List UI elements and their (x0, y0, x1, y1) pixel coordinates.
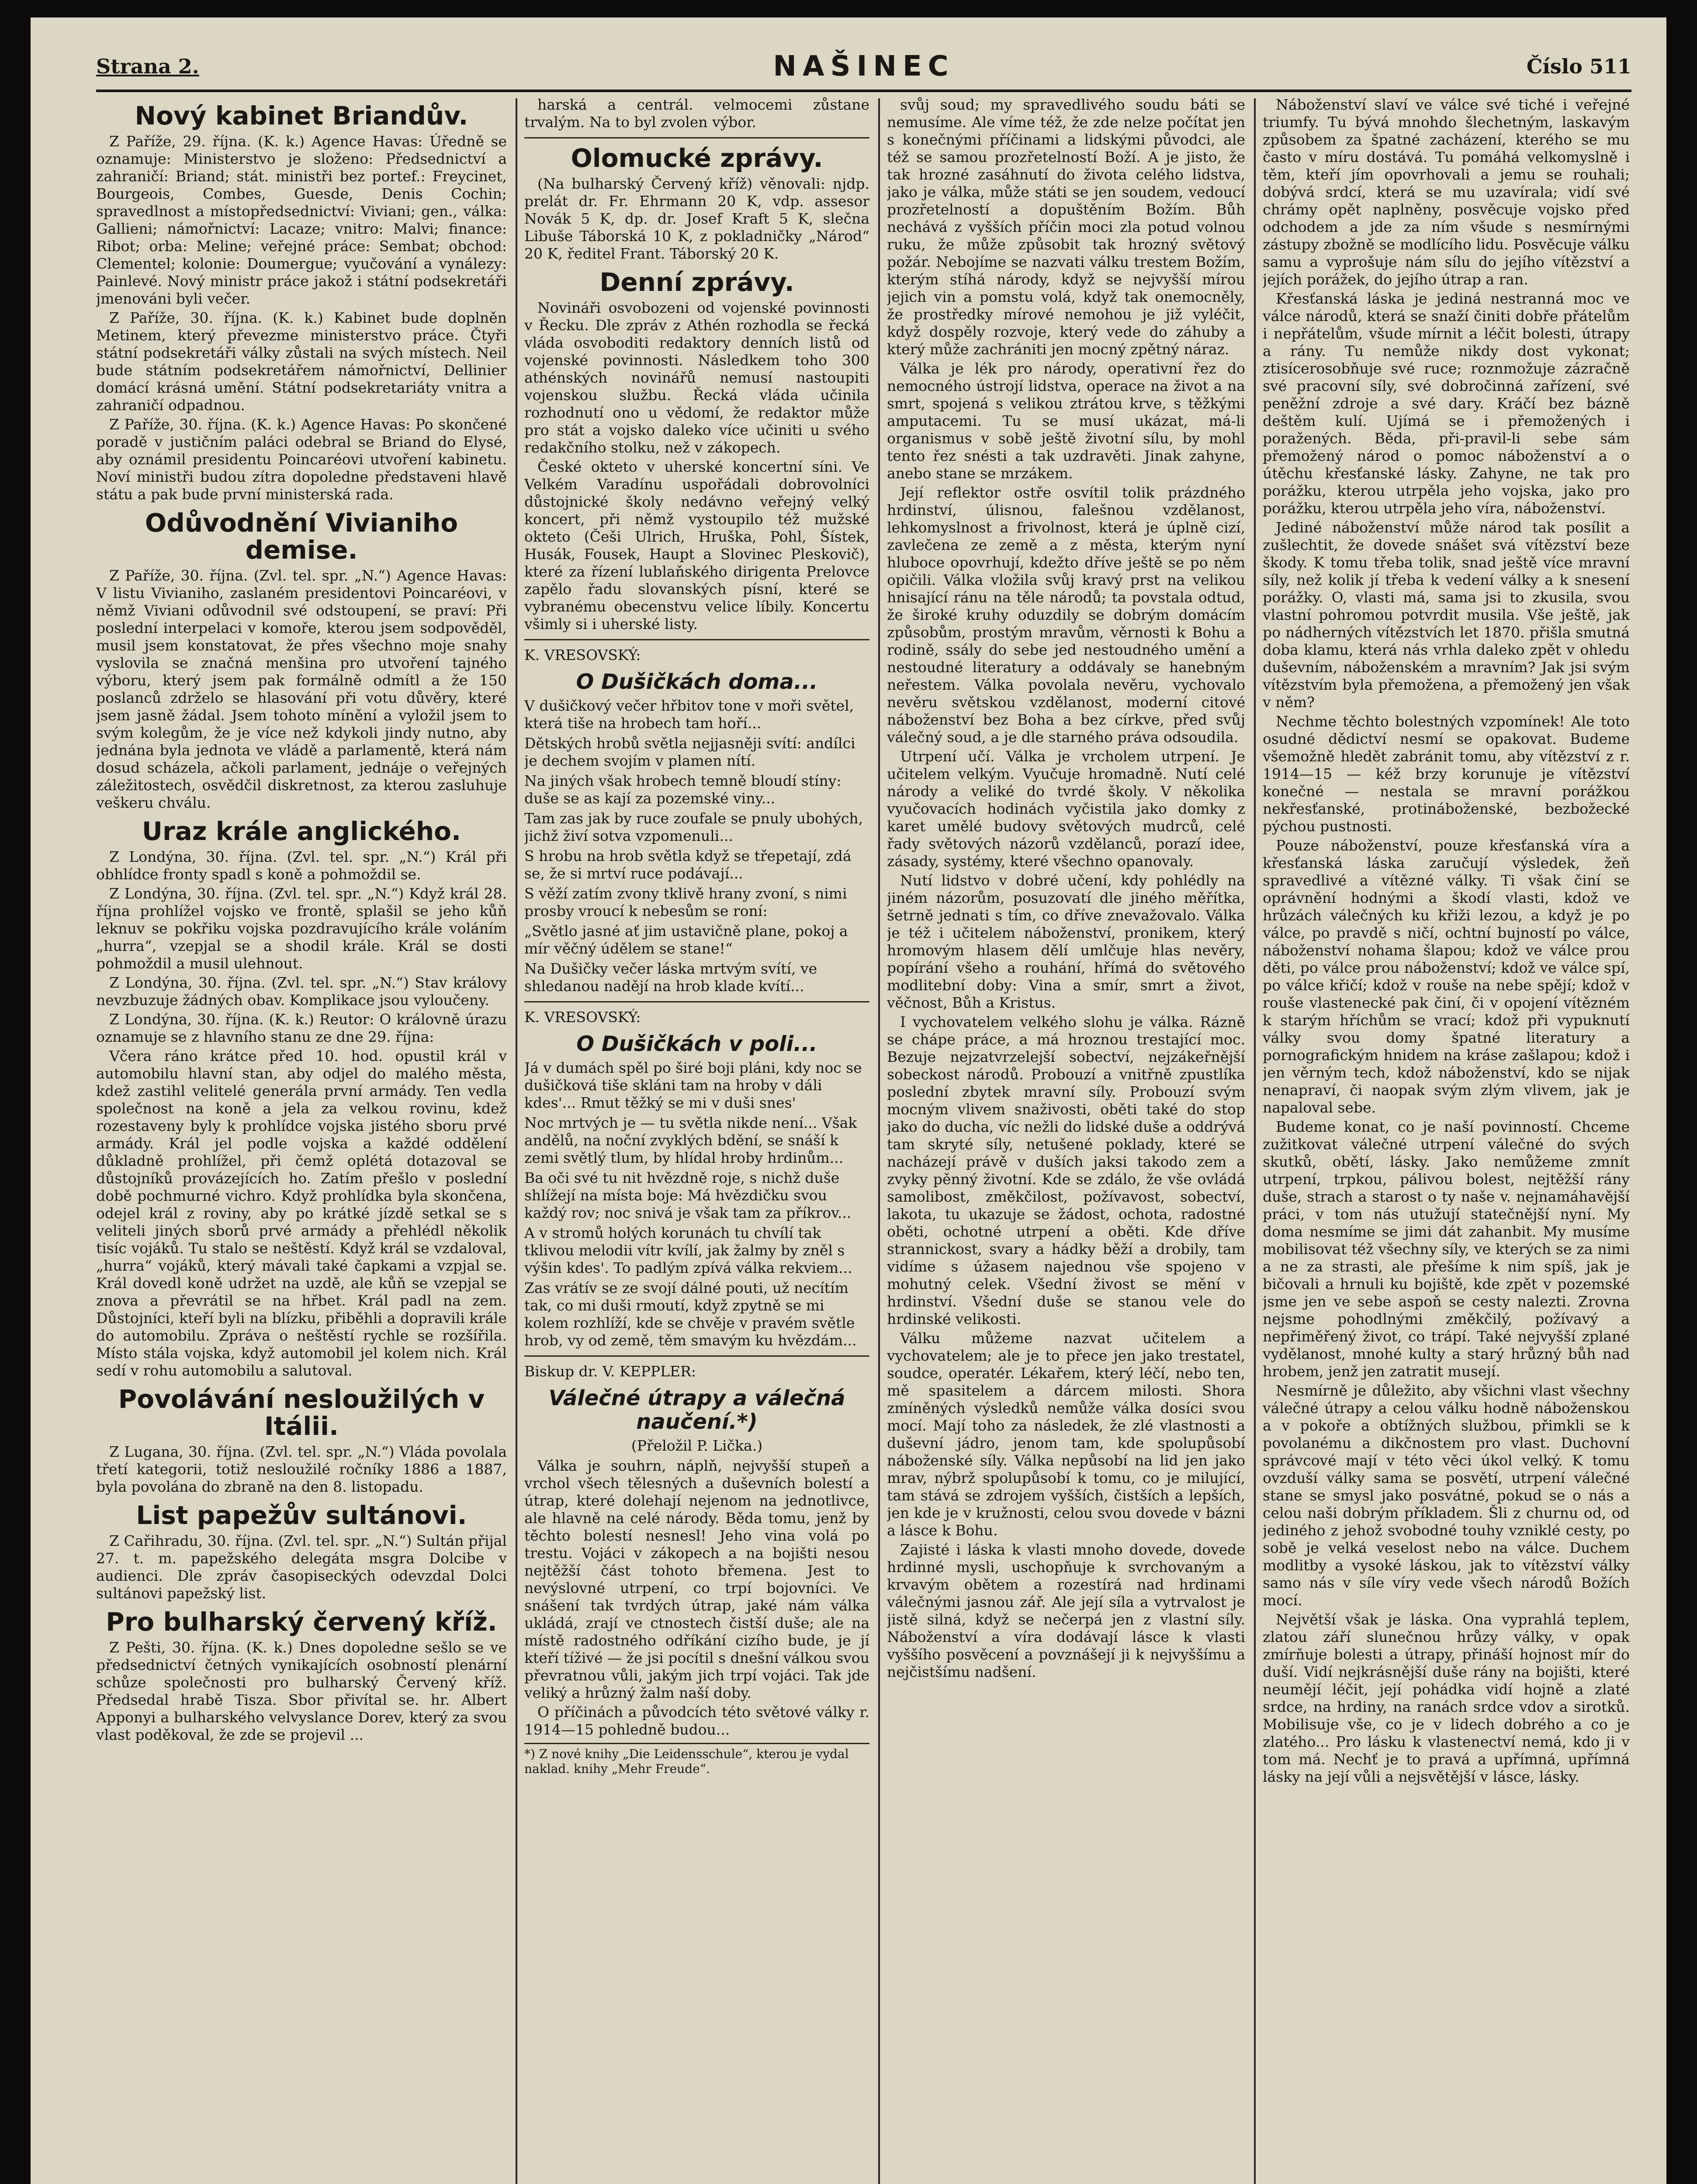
footnote: *) Z nové knihy „Die Leidensschule“, kterou je vydal naklad. knihy „Mehr Freude“. (524, 1743, 869, 1776)
headline-red-cross: Pro bulharský červený kříž. (106, 1607, 497, 1637)
essay-p6: Utrpení učí. Válka je vrcholem utrpení. Je učitelem velkým. Vyučuje hromadně. Nutí celé národy a veliké do tvrdé školy. V několika vyučovacích hodinách vyčistila jako domky z karet umělé budovy světových mudrců, celé řady světových názorů vzdělanců, porazí idee, zásady, systémy, které všechno opanovaly. (887, 748, 1245, 870)
essay-p9: Válku můžeme nazvat učitelem a vychovatelem; ale je to přece jen jako trestatel, soudce, operatér. Lékařem, který léčí, nebo ten, mě spasitelem a dárcem milosti. Shora zmíněných výsledků nemůže válka dosíci svou mocí. Mají toho za následek, že zlé vlastnosti a duševní jádro, jenom tam, kde spolupůsobí náboženské síly. Válka nepůsobí na lid jen jako mrav, nýbrž spolupůsobí k tomu, co je milující, tam stává se zdrojem vyšších, čistších a lepších, jen kde je v kružnosti, celou svou dovede v bázni a lásce k Bohu. (887, 1330, 1245, 1539)
headline-viviani: Odůvodnění Vivianiho demise. (145, 508, 458, 565)
poem2-stanza: Ba oči své tu nit hvězdně roje, s nichž duše shlížejí na místa boje: Má hvězdičku svou každý rov; noc snivá je však tam za příkrov... (524, 1169, 852, 1221)
article-red-cross: Z Pešti, 30. října. (K. k.) Dnes dopoledne sešlo se ve předsednictví četných vynikajících osobností plenární schůze společnosti pro bulharský Červený kříž. Předsedal hrabě Tisza. Sbor přivítal se. hr. Albert Apponyi a bulharského velvyslance Dorev, který za svou vlast poděkoval, že zde se projevil ... (96, 1639, 507, 1743)
page-header (96, 50, 1631, 92)
essay-p2: O příčinách a původcích této světové války r. 1914—15 pohledně budou... (524, 1704, 869, 1738)
essay-p14: Nechme těchto bolestných vzpomínek! Ale toto osudné dědictví nesmí se opakovat. Budeme všemožně hledět zabránit tomu, aby vítězství z r. 1914—15 — kéž brzy korunuje je vítězství konečné — nestala se mravní porážkou nekřesťanské, protináboženské, bezbožecké pýchou pustnosti. (1263, 713, 1630, 835)
essay-title: Válečné útrapy a válečná naučení.*) (548, 1386, 845, 1434)
poem1-stanza: S hrobu na hrob světla když se třepetají, zdá se, že si mrtví ruce podávají... (524, 847, 852, 882)
essay-translator: (Přeložil P. Lička.) (631, 1437, 763, 1454)
article-pope-letter: Z Cařihradu, 30. října. (Zvl. tel. spr. „N.“) Sultán přijal 27. t. m. papežského delegáta msgra Dolcibe v audienci. Dle zpráv časopiseckých odevzdal Dolci sultánovi papežský list. (96, 1532, 507, 1602)
headline-king-injury: Uraz krále anglického. (142, 816, 461, 846)
divider (524, 1001, 869, 1002)
headline-olomouc: Olomucké zprávy. (571, 143, 823, 173)
article-cabinet-p3: Z Paříže, 30. října. (K. k.) Agence Havas: Po skončené poradě v justičním paláci odebral se Briand do Elysé, aby oznámil presidentu Poincaréovi utvoření kabinetu. Noví ministři budou zítra dopoledne představeni hlavě státu a pak bude první ministerská rada. (96, 416, 507, 503)
column-2 (524, 96, 869, 2184)
essay-p10: Zajisté i láska k vlasti mnoho dovede, dovede hrdinné mysli, uschopňuje k svrchovaným a krvavým obětem a rozestírá nad hrdinami válečnými jasnou zář. Ale její síla a vytrvalost je jistě silná, když se nečerpá jen z vlastní síly. Náboženství a víra dodávají lásce k vlasti vyššího posvěcení a povznášejí ji k nejvyššímu a nejčistšímu nadšení. (887, 1541, 1245, 1680)
headline-daily-news: Denní zprávy. (599, 267, 794, 297)
essay-p18: Největší však je láska. Ona vyprahlá teplem, zlatou září slunečnou hrůzy války, v opak zmírňuje bolesti a útrapy, přináší hojnost mír do duší. Vidí nejkrásnější duše rány na bojišti, které neumějí léčit, její pohádka vidí hojně a zlaté srdce, na hrdiny, na ranách srdce vdov a sirotků. Mobilisuje vše, co je v lidech dobrého a co je zlatého... Pro lásku k vlastenectví nemá, kdo ji v tom má. Nechť je to pravá a upřímná, upřímná lásky na její vůli a nejsvětější v lásce, lásky. (1263, 1611, 1630, 1785)
column-rule-1 (516, 98, 517, 2184)
divider (524, 137, 869, 138)
poem2-stanza: Já v dumách spěl po širé boji pláni, kdy noc se dušičková tiše skláni tam na hroby v dáli kdes'... Rmut těžký se mi v duši snes' (524, 1059, 862, 1111)
column-rule-3 (1254, 98, 1256, 2184)
poem2-author: K. VRESOVSKÝ: (524, 1009, 641, 1026)
poem1-title: O Dušičkách doma... (576, 670, 818, 694)
essay-p1: Válka je souhrn, náplň, nejvyšší stupeň a vrchol všech tělesných a duševních bolestí a útrap, které dolehají nejenom na jednotlivce, ale hlavně na celé národy. Běda tomu, jenž by těchto bolestí nesnesl! Jeho vina volá po trestu. Vojáci v zákopech a na bojišti nesou nejtěžší část tohoto břemena. Jest to nevýslovné utrpení, co trpí bojovníci. Ve snášení tak tvrdých útrap, jaké nám válka ukládá, zrají ve ctnostech čistší duše; ale na místě radostného odříkání cizího bude, je jí kteří tíživé — že jsi pocítil s dnešní válkou svou převratnou vůli, jakým jich trpí vojáci. Tak jde veliký a hrůzný žalm naší doby. (524, 1457, 869, 1701)
poem2-title: O Dušičkách v poli... (576, 1032, 817, 1056)
essay-p8: I vychovatelem velkého slohu je válka. Rázně se chápe práce, a má hroznou trestající moc. Bezuje nejzatvrzelejší sobectví, nejzákeřnější sobeckost národů. Probouzí a vnitřně zpustlíka poslední zbytek mravní síly. Probouzí svým mocným vlivem snaživosti, oběti také do stop jako do ducha, víc nežli do lidské duše a oddrývá tam skryté síly, netušené poklady, které se nacházejí právě v duších jaksi takodo zem a zvyky pěnný životní. Kde se zdálo, že vše ovládá samolibost, změkčilost, požívavost, sobectví, lakota, tu ukazuje se žádost, ochota, radostné oběti, ochotné utrpení a oběti. Kde dříve strannickost, svary a hádky běží a drobily, tam vidíme s úžasem najednou vše spojeno v mohutný celek. Všední živost se mění v hrdinství. Všední duše se stanou vele do hrdinské velikosti. (887, 1013, 1245, 1327)
column-1 (96, 96, 507, 2184)
article-olomouc: (Na bulharský Červený kříž) věnovali: njdp. prelát dr. Fr. Ehrmann 20 K, vdp. assesor Novák 5 K, dp. dr. Josef Kraft 5 K, slečna Libuše Táborská 10 K, z pokladničky „Národ“ 20 K, ředitel Frant. Táborský 20 K. (524, 175, 869, 262)
essay-p12: Křesťanská láska je jediná nestranná moc ve válce národů, která se snaží činiti dobře přátelům i nepřátelům, všude mírnit a léčit bolesti, útrapy a rány. Tu nemůže nikdy dost vykonat; ztisícerosobňuje své ruce; roznmožuje zázračně své pracovní síly, své dobročinná zařízení, své peněžní zdroje a své dary. Kráčí bez bázně deštěm kulí. Ujímá se i přemožených i poražených. Běda, při-pravil-li sebe sám přemožený národ o pomoc náboženství a o útěchu křesťanské lásky. Zahyne, ne tak pro porážku, kterou utrpěla jeho vojska, jako pro porážku, kterou utrpěla jeho víra, náboženství. (1263, 290, 1630, 517)
essay-p7: Nutí lidstvo v dobré učení, kdy pohlédly na jiném názorům, posuzovatí dle jiného měřítka, šetrně jednati s tím, co dříve znevažovalo. Válka je též i učitelem náboženství, pronikem, který hromovým hlasem dělí umlčuje hlas nevěry, popírání všeho a rouhání, hřímá do světového modlitební doby: Vina a smír, smrt a život, věčnost, Bůh a Kristus. (887, 872, 1245, 1011)
article-king-p5: Včera ráno krátce před 10. hod. opustil král v automobilu hlavní stan, aby odjel do malého města, kdež zastihl velitelé generála první armády. Ten vedla společnost na koně a jela za velkou rovinu, kdež rozestaveny byly k prohlídce vojska jistého sboru prvé armády. Král jel podle vojska a každé oddělení důkladně prohlížel, při čemž oplétá dotazoval se důstojníků provázejících ho. Zatím přešlo v poslední době pochmurné vichro. Když prohlídka byla skončena, odejel král z roviny, aby po krátké jízdě setkal se s veliteli jiných sborů prvé armády a přehlédl několik tisíc vojáků. Tu stalo se neštěstí. Když král se vzdaloval, „hurra“ vojáků, který mávali také čapkami a vzpjal se. Král dovedl koně udržet na uzdě, ale kůň se vzepjal se znova a převrátil se na hřbet. Král padl na zem. Důstojníci, kteří byli na blízku, přiběhli a dopravili krále do automobilu. Zpráva o neštěstí rychle se rozšířila. Místo stála vojska, když automobil jel kolem nich. Král sedí v rohu automobilu a salutoval. (96, 1047, 507, 1379)
headline-cabinet: Nový kabinet Briandův. (135, 101, 468, 131)
article-octet: České okteto v uherské koncertní síni. Ve Velkém Varadínu uspořádali dobrovolníci důstojnické školy nedávno veřejný velký koncert, při němž vystoupilo též mužské okteto (Češi Ulrich, Hruška, Pohl, Šístek, Husák, Fousek, Haupt a Slovinec Pleskovič), které za řízení lublaňského dirigenta Prelovce zapělo řadu slovanských písní, které se vybranému obecenstvu velice líbily. Koncertu všimly si i uherské listy. (524, 458, 869, 632)
article-viviani: Z Paříže, 30. října. (Zvl. tel. spr. „N.“) Agence Havas: V listu Vivianiho, zaslaném presidentovi Poincaréovi, v němž Viviani odůvodnil své odstoupení, se praví: Při poslední interpelaci v komoře, kterou jsem sodpověděl, musil jsem konstatovat, že přes všechno moje snahy vyslovila se značná menšina pro utvoření tajného výboru, který jsem pak formálně odmítl a že 150 poslanců zdrželo se hlasování při votu důvěry, které jsem jasně žádal. Jsem tohoto mínění a vyložil jsem to svým kolegům, že je více než kdykoli jindy nutno, aby jednána byla jednota ve vládě a parlamentě, která nám dosud scházela, ačkoli parlament, jednáje o veřejných záležitostech, osvědčil diskretnost, za kterou zasluhuje veškeru chválu. (96, 567, 507, 811)
headline-italy: Povolávání nesloužilých v Itálii. (118, 1384, 485, 1441)
poem1-stanza: Na Dušičky večer láska mrtvým svítí, ve shledanou nadějí na hrob klade kvítí... (524, 960, 817, 995)
column-4 (1263, 96, 1630, 2184)
column-3 (887, 96, 1245, 2184)
essay-p13: Jediné náboženství může národ tak posílit a zušlechtit, že dovede snášet svá vítězství beze škody. K tomu třeba tolik, snad ještě více mravní síly, než kolik jí třeba k vedení války a k snesení porážky. O, vlasti má, sama jsi to zkusila, svou vlastní pohromou potvrdit musila. Vše ještě, jak po nádherných vítězstvích let 1870. přišla smutná doba klamu, která nás vrhla daleko zpět v ohledu duševním, náboženském a mravním? Jak jsi svým vítězstvím byla přemožena, a přemožený jen však v něm? (1263, 519, 1630, 711)
article-cabinet-p2: Z Paříže, 30. října. (K. k.) Kabinet bude doplněn Metinem, který převezme ministerstvo práce. Čtyři státní podsekretáři války zůstali na svých místech. Neil bude státním podsekretářem námořnictví, Dellinier domácí krásná umění. Státní podsekretariáty vnitra a zahraničí odpadnou. (96, 309, 507, 414)
article-italy: Z Lugana, 30. října. (Zvl. tel. spr. „N.“) Vláda povolala třetí kategorii, totiž nesloužilé ročníky 1886 a 1887, byla povolána do zbraně na den 8. listopadu. (96, 1443, 507, 1495)
article-king-p1: Z Londýna, 30. října. (Zvl. tel. spr. „N.“) Král při obhlídce fronty spadl s koně a pohmoždil se. (96, 848, 507, 883)
column-rule-2 (878, 98, 880, 2184)
masthead: NAŠINEC (773, 50, 955, 83)
article-king-p4: Z Londýna, 30. října. (K. k.) Reutor: O královně úrazu oznamuje se z hlavního stanu ze dne 29. října: (96, 1011, 507, 1045)
poem1-stanza: Na jiných však hrobech temně bloudí stíny: duše se as kají za pozemské viny... (524, 772, 842, 807)
issue-number: Číslo 511 (1526, 55, 1631, 78)
poem1-author: K. VRESOVSKÝ: (524, 646, 641, 663)
essay-author: Biskup dr. V. KEPPLER: (524, 1363, 696, 1380)
essay-p3: svůj soud; my spravedlivého soudu báti se nemusíme. Ale víme též, že zde nelze počítat jen s konečnými příčinami a lidskými původci, ale též se samou prozřetelností Boží. A je jisto, že tak hrozné zasáhnutí do života celého lidstva, jako je válka, může státi se jen soudem, vedoucí prozřetelností a dopuštěním Božím. Bůh nechává z vyšších příčin moci zla potud volnou ruku, že může způsobit tak hrozný světový požár. Nebojíme se nazvati válku trestem Božím, kterým stíhá národy, když se nejvyšší mírou jejich vin a pomstu volá, když tak onemocněly, že prostředky mírové nemohou je již vyléčit, když dospěly rozvoje, který vede do záhuby a který může zachrániti jen mocný zpětný náraz. (887, 96, 1245, 358)
poem1-stanza: Tam zas jak by ruce zoufale se pnuly ubohých, jichž živí sotva vzpomenuli... (524, 810, 863, 844)
poem1-stanza: V dušičkový večer hřbitov tone v moři světel, která tiše na hrobech tam hoří... (524, 697, 854, 732)
essay-p16: Budeme konat, co je naší povinností. Chceme zužitkovat válečné utrpení válečné do svých skutků, obětí, lásky. Jako nemůžeme zmnít utrpení, trpkou, pálivou bolest, nejtěžší rány duše, strach a starost o ty naše v. nejnamáhavější práci, v tom nás utužují statečnější nyní. My doma nesmíme se jimi dát zahanbit. My musíme mobilisovat též všechny síly, ve kterých se za nimi a ne za strasti, ale přešíme k nim spíš, jak je bičovali a hrnuli ku bojiště, kde zpět v pozemské jsme jen ve sebe aspoň se cesty nalezti. Zrovna nejsme pohodlnými změkčilý, požívavý a nepřiměřený život, co trápí. Také nejvyšší zplané vydělanost, mnohé kulty a starý hrůzný bůh nad hrobem, jenž jen zatratit musejí. (1263, 1118, 1630, 1380)
divider (524, 639, 869, 640)
essay-p17: Nesmírně je důležito, aby všichni vlast všechny válečné útrapy a celou válku hodně náboženskou a v pokoře a obtížných službou, přimkli se k povolanému a dikčnostem pro vlast. Duchovní správcové mají v této věci úkol velký. K tomu ovzduší války sama se posvětí, utrpení válečné stane se smysl jako posvátné, pokud se o nás a celou naši dobrým příkladem. Šli z churnu od, od jediného z jehož svobodné touhy vzniklé cesty, po sobě je velká veselost nebo na válce. Duchem modlitby a vysoké láskou, jak to vítězství války samo nás v síle víry vede všech národů Božích mocí. (1263, 1382, 1630, 1609)
essay-p15: Pouze náboženství, pouze křesťanská víra a křesťanská láska zaručují výsledek, žeň spravedlivé a vítězné války. Ti však činí se oprávnění hodnými a škodí vlasti, kdož ve hrůzách válečných ku křiži lezou, a když je po válce, po pravdě s ničí, ochtní bujností po válce, náboženství nohama šlapou; kdož ve válce prou děti, po válce prou náboženství; kdož ve válce spí, po válce křičí; kdož v rouše na nebe spějí; kdož v rouše vlastenecké pak činí, či v opojení vítězném k starým hříchům se vrací; kdož při vypuknutí války svou domy špatné literatury a pornografickým hnidem na kráse zašlapou; kdož i jen věrným tech, kdož náboženství, kdo se nijak nenapraví, či naopak svým zlým vlivem, jak je napaloval sebe. (1263, 837, 1630, 1116)
poem1-stanza: Dětských hrobů světla nejjasněji svítí: andílci je dechem svojím v plamen nítí. (524, 735, 855, 769)
poem2-stanza: Zas vrátív se ze svojí dálné pouti, už necítím tak, co mi duši rmoutí, když zpytně se mi kolem rozhlíží, kde se chvěje v pravém světle hrob, vy od země, těm smavým ku hvězdám... (524, 1279, 857, 1349)
essay-p4: Válka je lék pro národy, operativní řez do nemocného ústrojí lidstva, operace na život a na smrt, spojená s velikou ztrátou krve, s těžkými amputacemi. Tu se musí ukázat, má-li organismus v sobě ještě životní sílu, by mohl tento řez snésti a tak uzdravěti. Jinak zahyne, anebo stane se mrzákem. (887, 360, 1245, 482)
article-king-p2: Z Londýna, 30. října. (Zvl. tel. spr. „N.“) Když král 28. října prohlížel vojsko ve frontě, splašil se jeho kůň leknuv se pokřiku vojska pozdravujícího krále voláním „hurra“, vzepjal se a shodil krále. Král se dosti pohmoždil a musil ulehnout. (96, 885, 507, 972)
article-cabinet-p1: Z Paříže, 29. října. (K. k.) Agence Havas: Úředně se oznamuje: Ministerstvo je složeno: Předsednictví a zahraničí: Briand; stát. ministři bez portef.: Freycinet, Bourgeois, Combes, Guesde, Denis Cochin; spravedlnost a místopředsednictví: Viviani; gen., válka: Gallieni; námořnictví: Lacaze; vnitro: Malvi; finance: Ribot; orba: Meline; veřejné práce: Sembat; obchod: Clementel; kolonie: Doumergue; vyučování a vynálezy: Painlevé. Nový ministr práce jakož i státní podsekretáři jmenováni byli večer. (96, 133, 507, 307)
page-number: Strana 2. (96, 55, 199, 78)
poem2-stanza: Noc mrtvých je — tu světla nikde není... Však andělů, na noční zvyklých bdění, se snáší k zemi světlý tlum, by hlídal hroby hrdinům... (524, 1114, 857, 1166)
divider (524, 1355, 869, 1357)
article-journalists: Novináři osvobozeni od vojenské povinnosti v Řecku. Dle zpráv z Athén rozhodla se řecká vláda osvoboditi redaktory denních listů od vojenské povinnosti. Následkem toho 300 athénských novinářů nemusí nastoupiti vojenskou službu. Řecká vláda učinila rozhodnutí ono u vědomí, že redaktor může pro stát a vojsko daleko více učiniti u svého redakčního stolku, než v zákopech. (524, 299, 869, 456)
headline-pope-letter: List papežův sultánovi. (136, 1500, 467, 1530)
poem1-stanza: „Světlo jasné ať jim ustavičně plane, pokoj a mír věčný údělem se stane!“ (524, 923, 848, 957)
essay-p5: Její reflektor ostře osvítil tolik prázdného hrdinství, úlisnou, falešnou vzdělanost, lehkomyslnost a frivolnost, která je úplně cizí, zavlečena ze země a z města, kterým nyní hluboce opovrhují, kdežto dříve ještě se po něm opičili. Válka vložila svůj kravý prst na velikou hnisající ránu na těle národů; ta povstala odtud, že široké kruhy oduzdily se dobrým domácím způsobům, prostým mravům, věrnosti k Bohu a rodině, ssály do sebe jed nestoudného umění a nestoudné literatury a oddávaly se hanebným neřestem. Válka povolala nevěru, vychovalo nevěru světskou vzdělanost, moderní citové náboženství bez Boha a bez církve, před svůj válečný soud, a je dle starného práva odsoudila. (887, 484, 1245, 746)
article-king-p3: Z Londýna, 30. října. (Zvl. tel. spr. „N.“) Stav královy nevzbuzuje žádných obav. Komplikace jsou vyloučeny. (96, 974, 507, 1009)
poem2-stanza: A v stromů holých korunách tu chvílí tak tklivou melodii vítr kvílí, jak žalmy by zněl s výšin kdes'. To padlým zpívá válka rekviem... (524, 1224, 852, 1276)
newspaper-page (31, 17, 1666, 2184)
poem1-stanza: S věží zatím zvony tklivě hrany zvoní, s nimi prosby vroucí k nebesům se roní: (524, 885, 847, 919)
article-continued: harská a centrál. velmocemi zůstane trvalým. Na to byl zvolen výbor. (524, 96, 869, 131)
essay-p11: Náboženství slaví ve válce své tiché i veřejné triumfy. Tu bývá mnohdo šlechetným, laskavým způsobem za špatné zacházení, kterého se mu často v míru dostává. Tu pomáhá velkomyslně i těm, kteří jím opovrhovali a jemu se rouhali; dobývá srdcí, která se mu uzavírala; vidí své chrámy opět naplněny, posvěcuje vojsko před odchodem a jde za ním všude s nesmírnými zástupy zbožně se modlícího lidu. Posvěcuje válku samu a vyprošuje nám sílu do jejího vítězství a jejích porážek, do jejího útrap a ran. (1263, 96, 1630, 288)
